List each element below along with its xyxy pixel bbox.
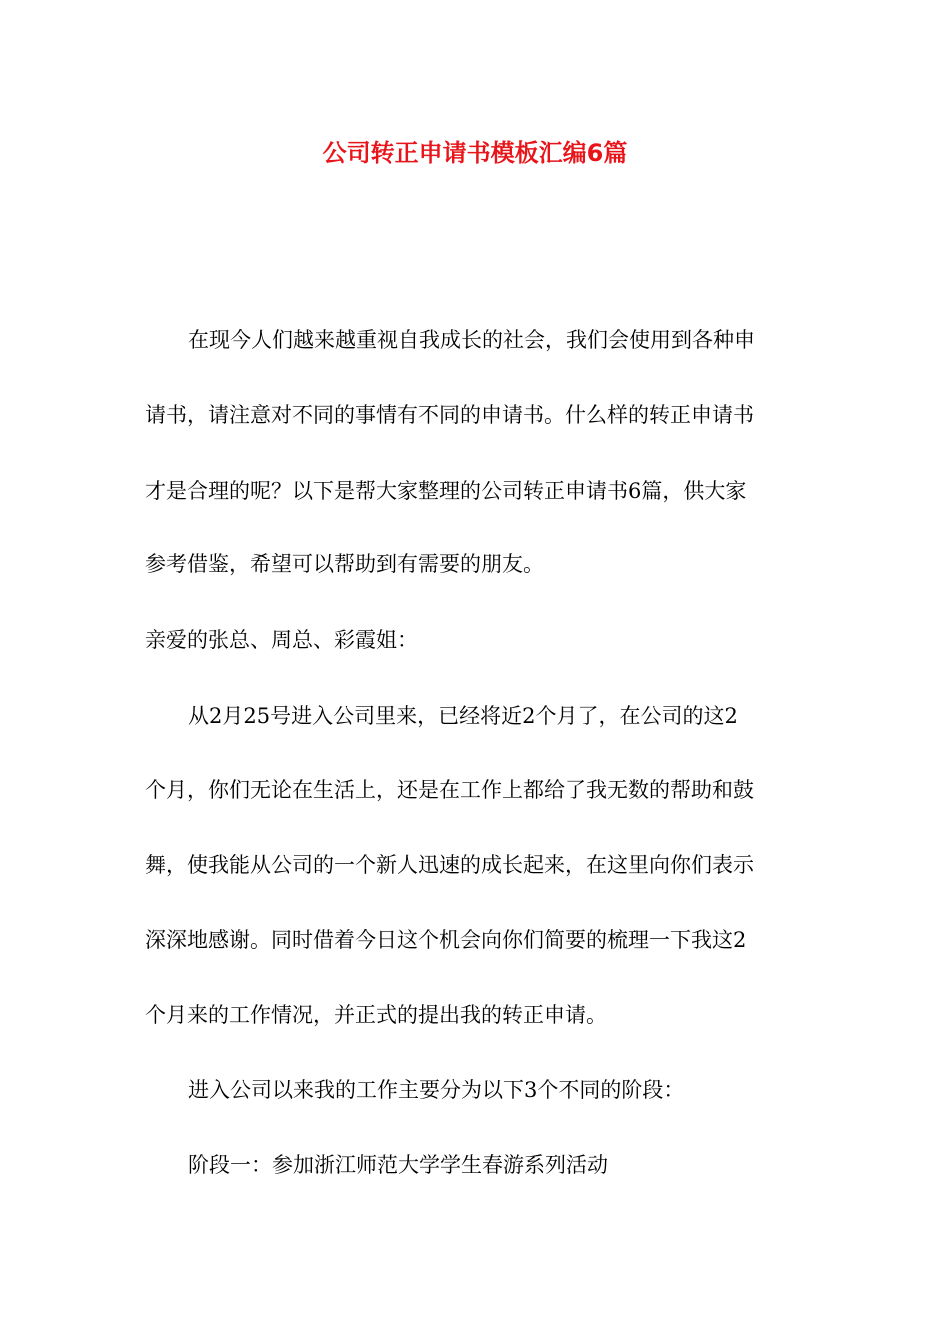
- paragraph-line: 深深地感谢。同时借着今日这个机会向你们简要的梳理一下我这2: [145, 928, 747, 952]
- document-title: 公司转正申请书模板汇编6篇: [322, 139, 628, 167]
- paragraph-line: 个月，你们无论在生活上，还是在工作上都给了我无数的帮助和鼓: [145, 778, 754, 802]
- paragraph-line: 从2月25号进入公司里来，已经将近2个月了，在公司的这2: [188, 704, 738, 728]
- salutation-line: 亲爱的张总、周总、彩霞姐：: [145, 628, 418, 652]
- paragraph-line: 请书，请注意对不同的事情有不同的申请书。什么样的转正申请书: [145, 403, 754, 427]
- paragraph-line: 个月来的工作情况，并正式的提出我的转正申请。: [145, 1003, 607, 1027]
- paragraph-line: 进入公司以来我的工作主要分为以下3个不同的阶段：: [188, 1078, 685, 1102]
- paragraph-line: 参考借鉴，希望可以帮助到有需要的朋友。: [145, 552, 544, 576]
- section-heading-line: 阶段一：参加浙江师范大学学生春游系列活动: [188, 1153, 608, 1177]
- paragraph-line: 才是合理的呢？以下是帮大家整理的公司转正申请书6篇，供大家: [145, 479, 747, 503]
- paragraph-line: 舞，使我能从公司的一个新人迅速的成长起来，在这里向你们表示: [145, 853, 754, 877]
- paragraph-line: 在现今人们越来越重视自我成长的社会，我们会使用到各种申: [188, 328, 755, 352]
